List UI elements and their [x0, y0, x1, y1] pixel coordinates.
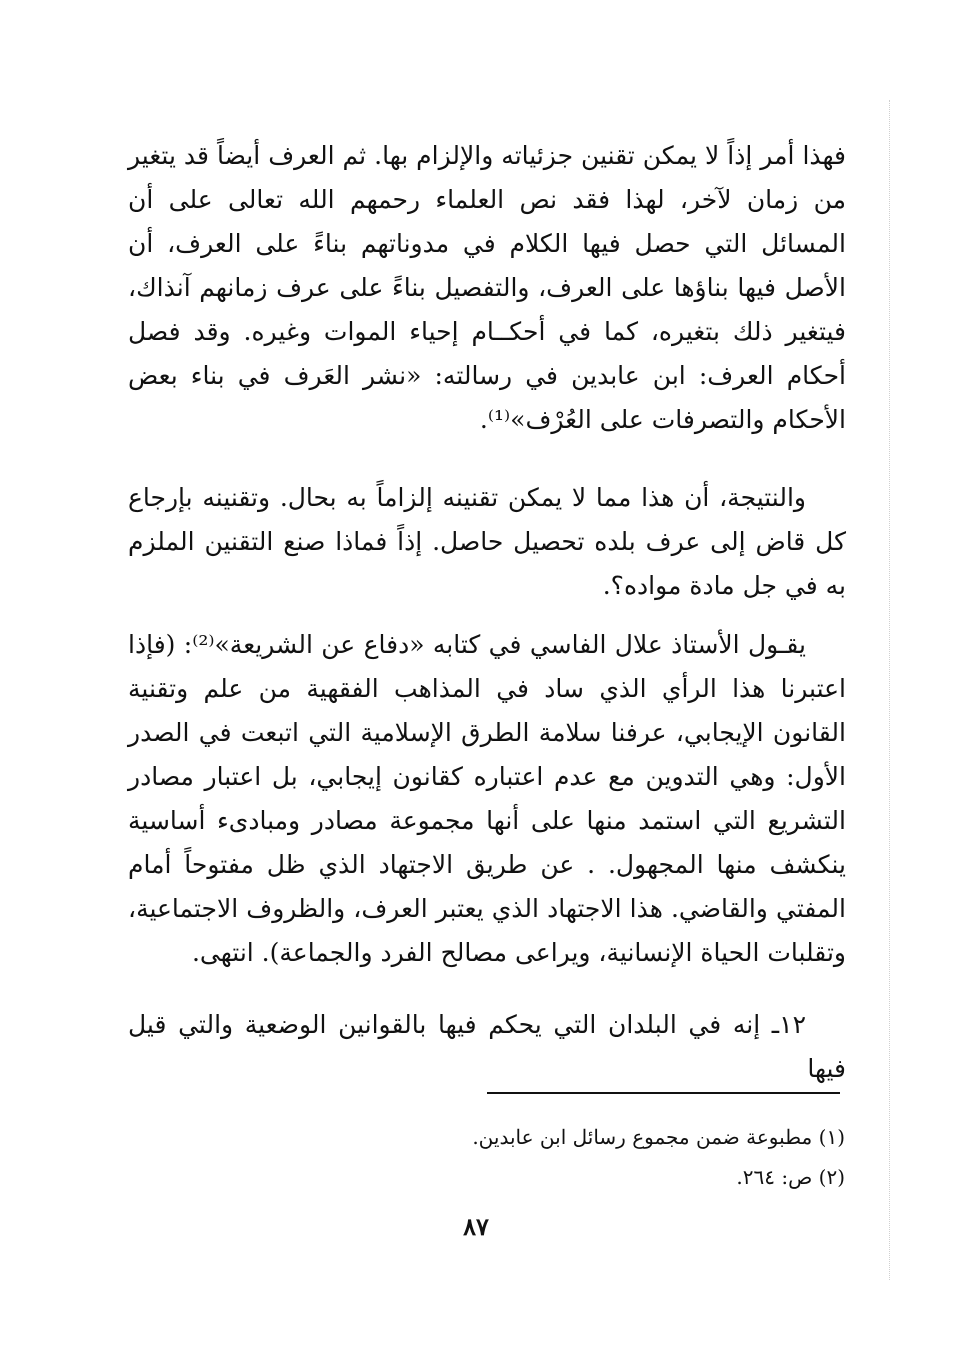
footnote-separator: [487, 1092, 840, 1094]
paragraph-2: [128, 476, 846, 608]
paragraph-3: [128, 623, 846, 975]
paragraph-1: [128, 134, 846, 442]
paragraph-text: والنتيجة، أن هذا مما لا يمكن تقنينه إلزاماً به بحال. وتقنينه بإرجاع كل قاض إلى عرف بلده تحصيل حاصل. إذاً فماذا صنع التقنين الملزم به في جل مادة مواده؟.: [128, 483, 846, 600]
footnote-1: (١) مطبوعة ضمن مجموع رسائل ابن عابدين.: [472, 1125, 845, 1149]
paragraph-text: ١٢ـ إنه في البلدان التي يحكم فيها بالقوانين الوضعية والتي قيل فيها: [128, 1010, 846, 1083]
paragraph-4: [128, 1003, 846, 1091]
page-number: ٨٧: [463, 1212, 489, 1241]
paragraph-text: فهذا أمر إذاً لا يمكن تقنين جزئياته والإلزام بها. ثم العرف أيضاً قد يتغير من زمان لآخر، لهذا فقد نص العلماء رحمهم الله تعالى على أن المسائل التي حصل فيها الكلام في مدوناتهم بناءً على العرف، أن الأصل فيها بناؤها على العرف، والتفصيل بناءً على عرف زمانهم آنذاك، فيتغير ذلك بتغيره، كما في أحكــام إحياء الموات وغيره. وقد فصل أحكام العرف: ابن عابدين في رسالته: «نشر العَرف في بناء بعض الأحكام والتصرفات على العُرْف»⁽¹⁾.: [128, 141, 846, 434]
page-edge-shadow: [888, 100, 890, 1280]
paragraph-text: يقـول الأستاذ علال الفاسي في كتابه «دفاع عن الشريعة»⁽²⁾: (فإذا اعتبرنا هذا الرأي الذي ساد في المذاهب الفقهية من علم وتقنية القانون الإيجابي، عرفنا سلامة الطرق الإسلامية التي اتبعت في الصدر الأول: وهي التدوين مع عدم اعتباره كقانون إيجابي، بل اعتبار مصادر التشريع التي استمد منها على أنها مجموعة مصادر ومبادىء أساسية ينكشف منها المجهول. . عن طريق الاجتهاد الذي ظل مفتوحاً أمام المفتي والقاضي. هذا الاجتهاد الذي يعتبر العرف، والظروف الاجتماعية، وتقلبات الحياة الإنسانية، ويراعى مصالح الفرد والجماعة). انتهى.: [128, 630, 846, 967]
footnote-2: (٢) ص: ٢٦٤.: [736, 1165, 845, 1189]
